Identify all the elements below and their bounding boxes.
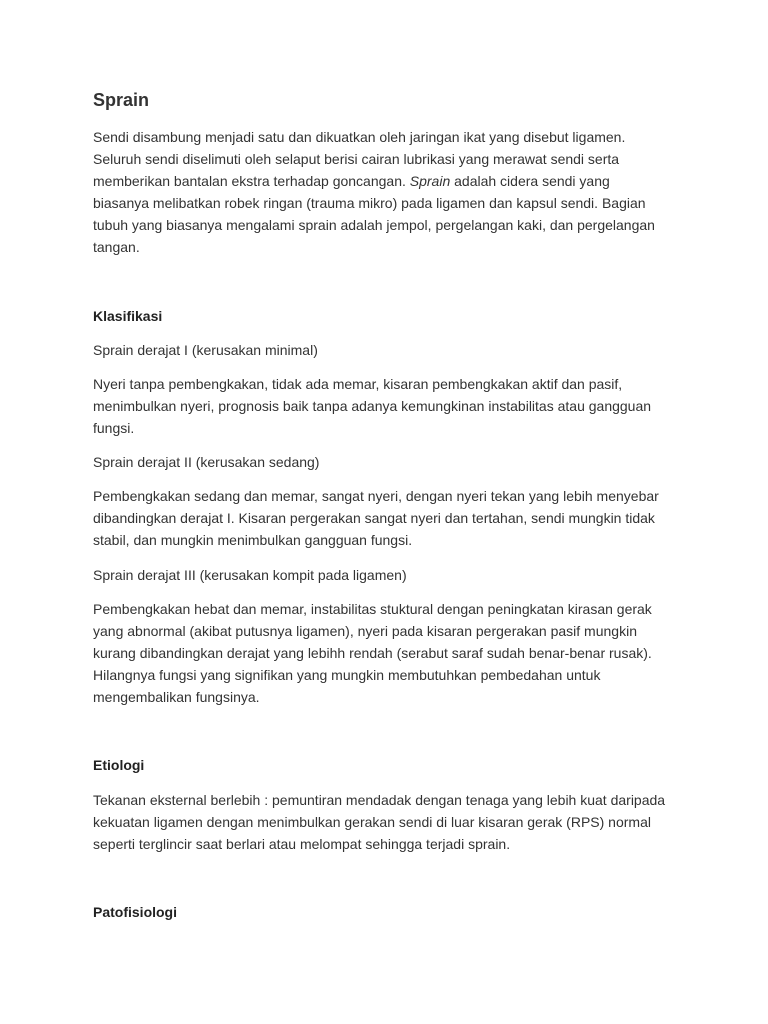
text-line: Seluruh sendi diselimuti oleh selaput berisi cairan lubrikasi yang merawat sendi serta (93, 151, 620, 167)
etiologi-paragraph (93, 789, 693, 855)
text-line: seperti terglincir saat berlari atau melompat sehingga terjadi sprain. (93, 836, 511, 852)
text-line: yang abnormal (akibat putusnya ligamen), nyeri pada kisaran pergerakan pasif mungkin (93, 623, 637, 639)
text-line: Pembengkakan hebat dan memar, instabilitas stuktural dengan peningkatan kirasan gerak (93, 601, 652, 617)
text-line: menimbulkan nyeri, prognosis baik tanpa adanya kemungkinan instabilitas atau gangguan (93, 398, 652, 414)
section-heading-patofisiologi: Patofisiologi (93, 904, 177, 920)
section-heading-etiologi: Etiologi (93, 757, 145, 773)
italic-term: Sprain (409, 173, 451, 189)
text-line: fungsi. (93, 420, 135, 436)
text-line: dibandingkan derajat I. Kisaran pergerakan sangat nyeri dan tertahan, sendi mungkin tidak (93, 510, 655, 526)
text-line: kurang dibandingkan derajat yang lebihh rendah (serabut saraf sudah benar-benar rusak). (93, 645, 652, 661)
text-segment: adalah cidera sendi yang (450, 173, 610, 189)
text-line: stabil, dan mungkin menimbulkan gangguan fungsi. (93, 532, 413, 548)
text-line (93, 170, 693, 192)
text-line: kekuatan ligamen dengan menimbulkan gerakan sendi di luar kisaran gerak (RPS) normal (93, 814, 651, 830)
grade2-description (93, 485, 693, 551)
grade1-title: Sprain derajat I (kerusakan minimal) (93, 342, 318, 358)
text-segment: memberikan bantalan ekstra terhadap goncangan. (93, 173, 410, 189)
text-line: tangan. (93, 239, 140, 255)
grade2-title: Sprain derajat II (kerusakan sedang) (93, 454, 320, 470)
text-line: Sendi disambung menjadi satu dan dikuatkan oleh jaringan ikat yang disebut ligamen. (93, 129, 626, 145)
text-line: Tekanan eksternal berlebih : pemuntiran mendadak dengan tenaga yang lebih kuat daripada (93, 792, 666, 808)
grade3-description (93, 598, 693, 708)
text-line: tubuh yang biasanya mengalami sprain adalah jempol, pergelangan kaki, dan pergelangan (93, 217, 655, 233)
text-line: Nyeri tanpa pembengkakan, tidak ada memar, kisaran pembengkakan aktif dan pasif, (93, 376, 623, 392)
intro-paragraph (93, 126, 693, 258)
text-line: Pembengkakan sedang dan memar, sangat nyeri, dengan nyeri tekan yang lebih menyebar (93, 488, 659, 504)
text-line: biasanya melibatkan robek ringan (trauma mikro) pada ligamen dan kapsul sendi. Bagian (93, 195, 646, 211)
page-title: Sprain (93, 90, 150, 110)
text-line: Hilangnya fungsi yang signifikan yang mungkin membutuhkan pembedahan untuk (93, 667, 601, 683)
text-line: mengembalikan fungsinya. (93, 689, 260, 705)
section-heading-klasifikasi: Klasifikasi (93, 308, 163, 324)
grade1-description (93, 373, 693, 439)
grade3-title: Sprain derajat III (kerusakan kompit pada ligamen) (93, 567, 407, 583)
